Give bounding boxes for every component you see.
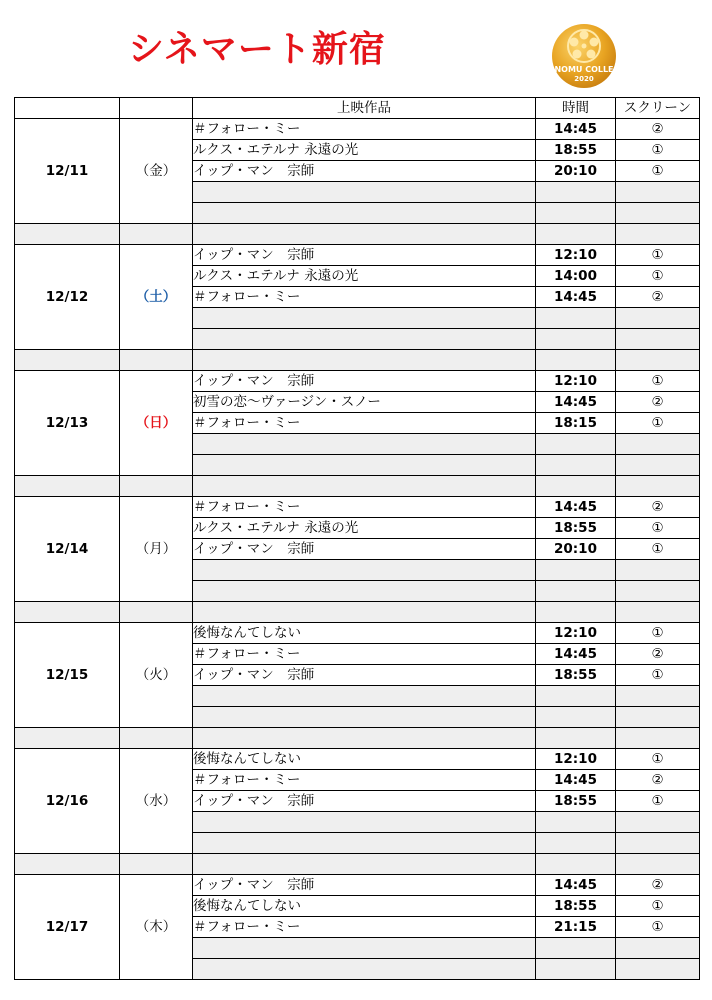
separator-cell [616,728,700,749]
film-title [193,959,536,980]
show-time: 18:15 [536,413,616,434]
day-separator [15,476,700,497]
separator-cell [120,476,193,497]
film-title: イップ・マン 宗師 [193,875,536,896]
screen-number [616,455,700,476]
show-time: 14:45 [536,644,616,665]
screen-number: ① [616,665,700,686]
show-time: 18:55 [536,791,616,812]
separator-cell [15,476,120,497]
header-row [15,98,700,119]
day-date: 12/16 [15,749,120,854]
separator-cell [15,854,120,875]
day-of-week: （日） [120,371,193,476]
schedule-row [15,623,700,644]
show-time: 12:10 [536,749,616,770]
film-title: 後悔なんてしない [193,623,536,644]
separator-cell [536,224,616,245]
screen-number: ① [616,749,700,770]
film-title: ＃フォロー・ミー [193,917,536,938]
film-title [193,182,536,203]
screen-number [616,203,700,224]
show-time [536,938,616,959]
day-separator [15,728,700,749]
separator-cell [536,350,616,371]
show-time [536,581,616,602]
screen-number: ② [616,392,700,413]
screen-number: ② [616,119,700,140]
day-separator [15,350,700,371]
film-title: イップ・マン 宗師 [193,371,536,392]
screen-number: ② [616,287,700,308]
separator-cell [120,854,193,875]
separator-cell [536,476,616,497]
day-of-week: （月） [120,497,193,602]
schedule-row [15,749,700,770]
logo-year: 2020 [574,75,594,83]
film-title: ＃フォロー・ミー [193,413,536,434]
show-time: 14:45 [536,497,616,518]
show-time: 12:10 [536,371,616,392]
show-time: 12:10 [536,623,616,644]
film-title [193,203,536,224]
separator-cell [536,728,616,749]
film-title: 初雪の恋～ヴァージン・スノー [193,392,536,413]
screen-number [616,833,700,854]
day-of-week: （火） [120,623,193,728]
screen-number: ① [616,140,700,161]
show-time [536,707,616,728]
separator-cell [15,602,120,623]
screen-number: ① [616,917,700,938]
header-time: 時間 [536,98,616,119]
screen-number [616,938,700,959]
separator-cell [15,728,120,749]
show-time: 14:45 [536,119,616,140]
separator-cell [193,224,536,245]
separator-cell [120,728,193,749]
logo-text: NOMU COLLE [554,65,614,74]
screen-number [616,959,700,980]
film-title: ＃フォロー・ミー [193,287,536,308]
screen-number: ② [616,770,700,791]
day-of-week: （土） [120,245,193,350]
film-title [193,560,536,581]
film-title [193,812,536,833]
show-time [536,833,616,854]
separator-cell [120,350,193,371]
film-title: ＃フォロー・ミー [193,644,536,665]
show-time: 21:15 [536,917,616,938]
day-date: 12/14 [15,497,120,602]
screen-number [616,581,700,602]
show-time: 20:10 [536,161,616,182]
show-time: 14:00 [536,266,616,287]
separator-cell [193,728,536,749]
film-title [193,434,536,455]
header-dow [120,98,193,119]
film-title: イップ・マン 宗師 [193,245,536,266]
separator-cell [193,854,536,875]
film-title [193,581,536,602]
film-title: ＃フォロー・ミー [193,497,536,518]
separator-cell [616,602,700,623]
screen-number [616,707,700,728]
film-title: イップ・マン 宗師 [193,791,536,812]
film-title [193,308,536,329]
screen-number [616,686,700,707]
show-time [536,308,616,329]
film-title [193,329,536,350]
film-title [193,938,536,959]
separator-cell [536,602,616,623]
screen-number: ① [616,791,700,812]
separator-cell [193,350,536,371]
page-title: シネマート新宿 [128,29,386,70]
screen-number: ① [616,896,700,917]
day-of-week: （木） [120,875,193,980]
separator-cell [193,476,536,497]
show-time: 12:10 [536,245,616,266]
screen-number: ① [616,266,700,287]
show-time [536,203,616,224]
separator-cell [193,602,536,623]
show-time: 14:45 [536,875,616,896]
show-time [536,686,616,707]
screen-number [616,308,700,329]
screen-number [616,812,700,833]
day-of-week: （金） [120,119,193,224]
separator-cell [120,224,193,245]
day-date: 12/17 [15,875,120,980]
film-title [193,707,536,728]
film-title: イップ・マン 宗師 [193,665,536,686]
film-title: 後悔なんてしない [193,896,536,917]
film-title: ルクス・エテルナ 永遠の光 [193,266,536,287]
schedule-table [14,97,700,980]
separator-cell [15,224,120,245]
screen-number: ① [616,539,700,560]
show-time [536,455,616,476]
show-time [536,959,616,980]
screen-number [616,329,700,350]
screen-number [616,182,700,203]
screen-number: ① [616,161,700,182]
screen-number [616,560,700,581]
film-title: イップ・マン 宗師 [193,539,536,560]
show-time: 18:55 [536,665,616,686]
film-title: ルクス・エテルナ 永遠の光 [193,518,536,539]
day-separator [15,224,700,245]
day-separator [15,854,700,875]
show-time: 14:45 [536,770,616,791]
film-title [193,455,536,476]
separator-cell [616,350,700,371]
screen-number: ② [616,875,700,896]
show-time [536,812,616,833]
screen-number: ① [616,518,700,539]
film-title: ＃フォロー・ミー [193,119,536,140]
day-date: 12/11 [15,119,120,224]
film-title [193,686,536,707]
separator-cell [120,602,193,623]
film-title: ＃フォロー・ミー [193,770,536,791]
screen-number: ① [616,371,700,392]
header-screen: スクリーン [616,98,700,119]
screen-number: ② [616,497,700,518]
separator-cell [616,224,700,245]
screen-number [616,434,700,455]
show-time: 18:55 [536,518,616,539]
show-time [536,434,616,455]
show-time: 14:45 [536,392,616,413]
show-time: 14:45 [536,287,616,308]
show-time: 18:55 [536,896,616,917]
schedule-row [15,119,700,140]
day-date: 12/12 [15,245,120,350]
separator-cell [15,350,120,371]
screen-number: ① [616,245,700,266]
separator-cell [536,854,616,875]
film-title: 後悔なんてしない [193,749,536,770]
day-date: 12/13 [15,371,120,476]
header-date [15,98,120,119]
film-title [193,833,536,854]
nomu-colle-logo [550,22,618,90]
separator-cell [616,854,700,875]
header-film: 上映作品 [193,98,536,119]
day-date: 12/15 [15,623,120,728]
schedule-body [15,119,700,980]
show-time [536,329,616,350]
screen-number: ① [616,413,700,434]
show-time: 18:55 [536,140,616,161]
show-time: 20:10 [536,539,616,560]
screen-number: ① [616,623,700,644]
screen-number: ② [616,644,700,665]
separator-cell [616,476,700,497]
schedule-row [15,497,700,518]
day-of-week: （水） [120,749,193,854]
schedule-row [15,875,700,896]
schedule-row [15,245,700,266]
film-reel-icon [550,22,618,90]
show-time [536,182,616,203]
film-title: イップ・マン 宗師 [193,161,536,182]
film-title: ルクス・エテルナ 永遠の光 [193,140,536,161]
schedule-row [15,371,700,392]
show-time [536,560,616,581]
day-separator [15,602,700,623]
